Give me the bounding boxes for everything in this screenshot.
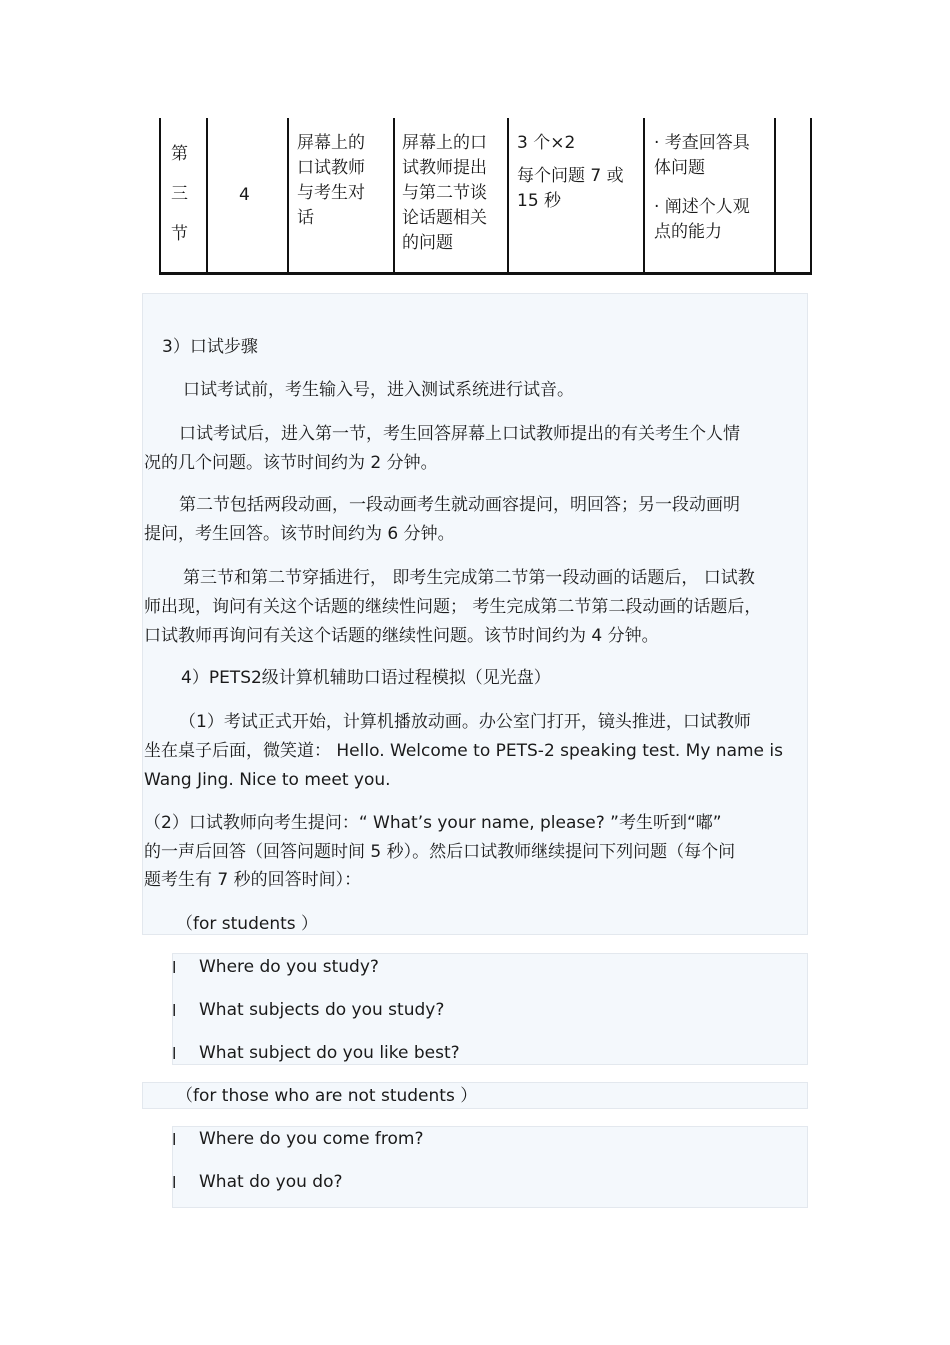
table-border (507, 118, 509, 272)
time-line: 15 秒 (517, 191, 562, 211)
time-line: 3 个×2 (517, 133, 576, 153)
paragraph-section-two-cont: 提问，考生回答。该节时间约为 6 分钟。 (144, 524, 455, 544)
section-table (159, 118, 812, 275)
simulation-step-2-cont: 的一声后回答（回答问题时间 5 秒）。然后口试教师继续提问下列问题（每个问 (144, 842, 736, 862)
table-border (393, 118, 395, 272)
table-border (774, 118, 776, 272)
simulation-step-2-cont: 题考生有 7 秒的回答时间）： (144, 870, 362, 890)
form-line: 与考生对 (297, 183, 365, 203)
simulation-step-1-cont: Wang Jing. Nice to meet you. (144, 770, 391, 790)
count-cell: 4 (239, 185, 250, 205)
bullet-icon: l (172, 1001, 177, 1020)
bullet-icon: l (172, 958, 177, 977)
time-line: 每个问题 7 或 (517, 166, 624, 186)
form-line: 屏幕上的 (297, 133, 365, 153)
steps-heading: 3）口试步骤 (162, 337, 258, 357)
paragraph-section-one-cont: 况的几个问题。该节时间约为 2 分钟。 (144, 453, 438, 473)
paragraph-section-three-cont: 口试教师再询问有关这个话题的继续性问题。该节时间约为 4 分钟。 (144, 626, 659, 646)
question-item: What subject do you like best? (199, 1043, 460, 1063)
content-line: 屏幕上的口 (402, 133, 487, 153)
form-line: 口试教师 (297, 158, 365, 178)
paragraph-section-three-cont: 师出现，询问有关这个话题的继续性问题； 考生完成第二节第二段动画的话题后， (144, 597, 762, 617)
content-line: 试教师提出 (402, 158, 487, 178)
section-char: 三 (171, 184, 188, 204)
table-border (810, 118, 812, 272)
paragraph-section-two: 第二节包括两段动画，一段动画考生就动画容提问，明回答；另一段动画明 (179, 495, 740, 515)
content-line: 与第二节谈 (402, 183, 487, 203)
nonstudents-label: （for those who are not students ） (176, 1086, 478, 1106)
question-item: Where do you come from? (199, 1129, 424, 1149)
bullet-icon: l (172, 1130, 177, 1149)
form-cell (297, 131, 365, 231)
section-cell (171, 134, 188, 254)
question-item: What subjects do you study? (199, 1000, 445, 1020)
form-line: 话 (297, 208, 314, 228)
simulation-step-1-cont: 坐在桌子后面，微笑道： Hello. Welcome to PETS-2 speaking test. My name is (144, 741, 784, 761)
bullet-icon: l (172, 1173, 177, 1192)
content-line: 的问题 (402, 233, 453, 253)
section-char: 节 (171, 224, 188, 244)
simulation-step-1: （1）考试正式开始，计算机播放动画。办公室门打开，镜头推进，口试教师 (179, 712, 751, 732)
students-label: （for students ） (176, 914, 319, 934)
time-cell (517, 131, 624, 214)
table-border (206, 118, 208, 272)
ability-line: · 考查回答具 (654, 133, 750, 153)
simulation-step-2: （2）口试教师向考生提问：“ What’s your name, please? ”考生听到“嘟” (144, 813, 722, 833)
ability-cell (654, 131, 750, 245)
paragraph-section-one: 口试考试后，进入第一节，考生回答屏幕上口试教师提出的有关考生个人情 (179, 424, 740, 444)
ability-line: 体问题 (654, 158, 705, 178)
question-item: Where do you study? (199, 957, 379, 977)
table-border (287, 118, 289, 272)
content-cell (402, 131, 487, 256)
paragraph-section-three: 第三节和第二节穿插进行， 即考生完成第二节第一段动画的话题后， 口试教 (183, 568, 755, 588)
ability-line: 点的能力 (654, 222, 722, 242)
ability-line: · 阐述个人观 (654, 197, 750, 217)
simulation-heading: 4）PETS2级计算机辅助口语过程模拟（见光盘） (181, 668, 551, 688)
table-border (159, 118, 161, 272)
table-border (643, 118, 645, 272)
bullet-icon: l (172, 1044, 177, 1063)
paragraph-before-exam: 口试考试前，考生输入号，进入测试系统进行试音。 (183, 380, 574, 400)
section-char: 第 (171, 144, 188, 164)
content-line: 论话题相关 (402, 208, 487, 228)
question-item: What do you do? (199, 1172, 343, 1192)
